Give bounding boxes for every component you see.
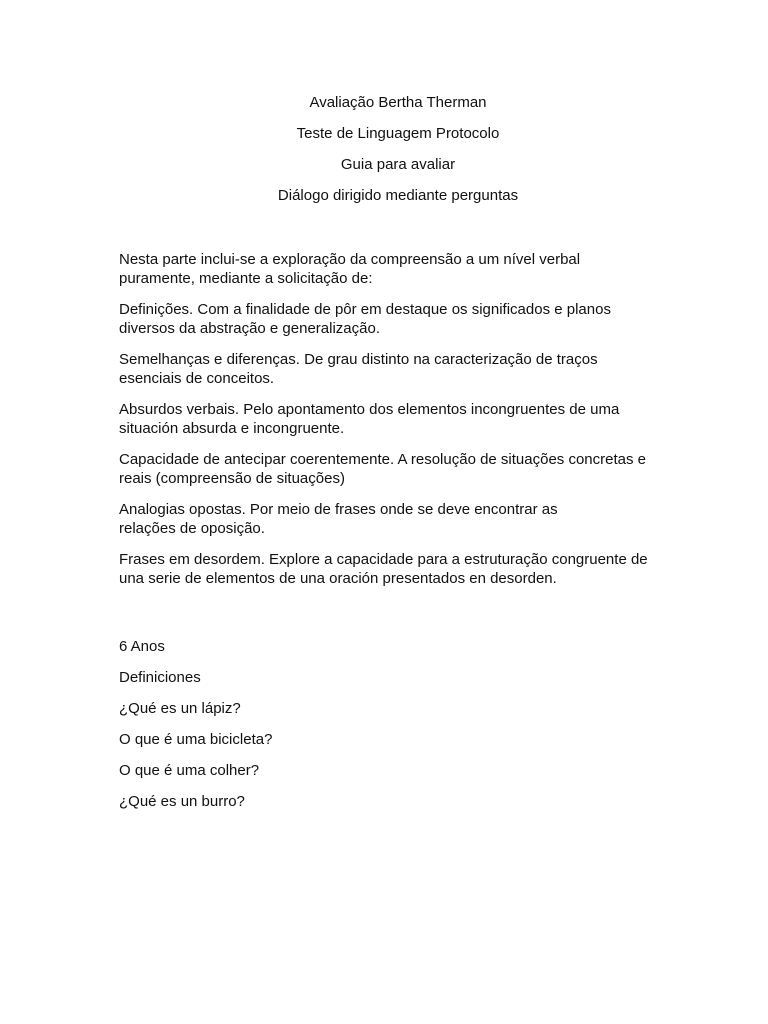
question-item: ¿Qué es un lápiz? — [119, 700, 241, 717]
opposite-analogies-paragraph: Analogias opostas. Por meio de frases onde se deve encontrar as relações de oposição. — [119, 501, 558, 537]
document-header — [0, 92, 768, 216]
anticipation-paragraph: Capacidade de antecipar coerentemente. A resolução de situações concretas e reais (compreensão de situações) — [119, 451, 647, 487]
age-heading: 6 Anos — [119, 638, 165, 655]
similarities-paragraph: Semelhanças e diferenças. De grau distinto na caracterização de traços esenciais de conceitos. — [119, 351, 598, 387]
document-body — [119, 250, 679, 600]
disordered-sentences-paragraph: Frases em desordem. Explore a capacidade para a estruturação congruente de una serie de elementos de una oración presentados en desorden. — [119, 551, 648, 587]
verbal-absurdities-paragraph: Absurdos verbais. Pelo apontamento dos elementos incongruentes de uma situación absurda e incongruente. — [119, 401, 620, 437]
age-section — [119, 636, 679, 822]
document-guide-label: Guia para avaliar — [340, 156, 456, 173]
question-item: O que é uma colher? — [119, 762, 260, 779]
document-dialogue-label: Diálogo dirigido mediante perguntas — [277, 187, 519, 204]
definitions-heading: Definiciones — [119, 669, 201, 686]
intro-paragraph: Nesta parte inclui-se a exploração da compreensão a um nível verbal puramente, mediante a solicitação de: — [119, 251, 581, 287]
question-item: ¿Qué es un burro? — [119, 793, 245, 810]
document-subtitle: Teste de Linguagem Protocolo — [296, 125, 500, 142]
document-title: Avaliação Bertha Therman — [309, 94, 487, 111]
definitions-paragraph: Definições. Com a finalidade de pôr em destaque os significados e planos diversos da abstração e generalização. — [119, 301, 611, 337]
question-item: O que é uma bicicleta? — [119, 731, 273, 748]
